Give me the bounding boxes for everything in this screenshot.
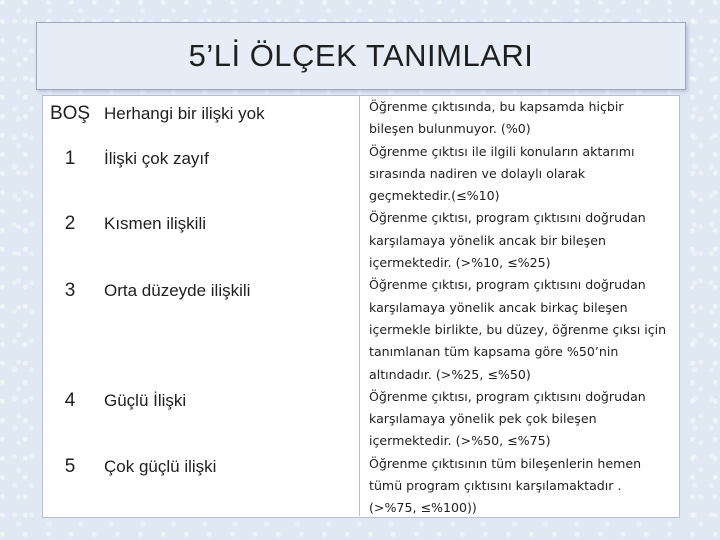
scale-number: 4 <box>64 390 76 411</box>
scale-description-3: Öğrenme çıktısı, program çıktısını doğrudan karşılamaya yönelik ancak birkaç bileşen içermekle birlikte, bu düzey, öğrenme çıksı için tanımlanan tüm kapsama göre %50’nin altındadır. (>%25, ≤%50) <box>369 277 667 382</box>
title-banner <box>36 22 686 90</box>
scale-row-4 <box>42 390 359 418</box>
scale-label: İlişki çok zayıf <box>104 149 209 168</box>
scale-description-1: Öğrenme çıktısı ile ilgili konuların aktarımı sırasında nadiren ve dolaylı olarak geçmektedir.(≤%10) <box>369 143 635 204</box>
description-column <box>369 96 675 520</box>
slide-title: 5’Lİ ÖLÇEK TANIMLARI <box>188 38 534 73</box>
scale-label: Çok güçlü ilişki <box>104 457 217 476</box>
scale-number: 1 <box>64 148 76 169</box>
scale-label: Orta düzeyde ilişkili <box>104 281 251 300</box>
scale-row-5 <box>42 456 359 484</box>
scale-label: Güçlü İlişki <box>104 391 187 410</box>
scale-row-bos <box>42 103 359 131</box>
scale-description-2: Öğrenme çıktısı, program çıktısını doğrudan karşılamaya yönelik ancak bir bileşen içermektedir. (>%10, ≤%25) <box>369 210 646 271</box>
scale-row-1 <box>42 148 359 176</box>
scale-label: Herhangi bir ilişki yok <box>104 104 265 123</box>
scale-description-4: Öğrenme çıktısı, program çıktısını doğrudan karşılamaya yönelik pek çok bileşen içermektedir. (>%50, ≤%75) <box>369 388 646 449</box>
scale-description-5: Öğrenme çıktısının tüm bileşenlerin hemen tümü program çıktısını karşılamaktadır . (>%75, ≤%100)) <box>369 455 642 516</box>
scale-number: 2 <box>64 213 76 234</box>
scale-number: BOŞ <box>49 103 91 124</box>
scale-row-2 <box>42 213 359 241</box>
scale-number: 3 <box>64 280 76 301</box>
column-divider <box>359 95 360 516</box>
scale-label: Kısmen ilişkili <box>104 214 207 233</box>
scale-number: 5 <box>64 456 76 477</box>
scale-row-3 <box>42 280 359 308</box>
scale-description-bos: Öğrenme çıktısında, bu kapsamda hiçbir bileşen bulunmuyor. (%0) <box>369 99 624 137</box>
